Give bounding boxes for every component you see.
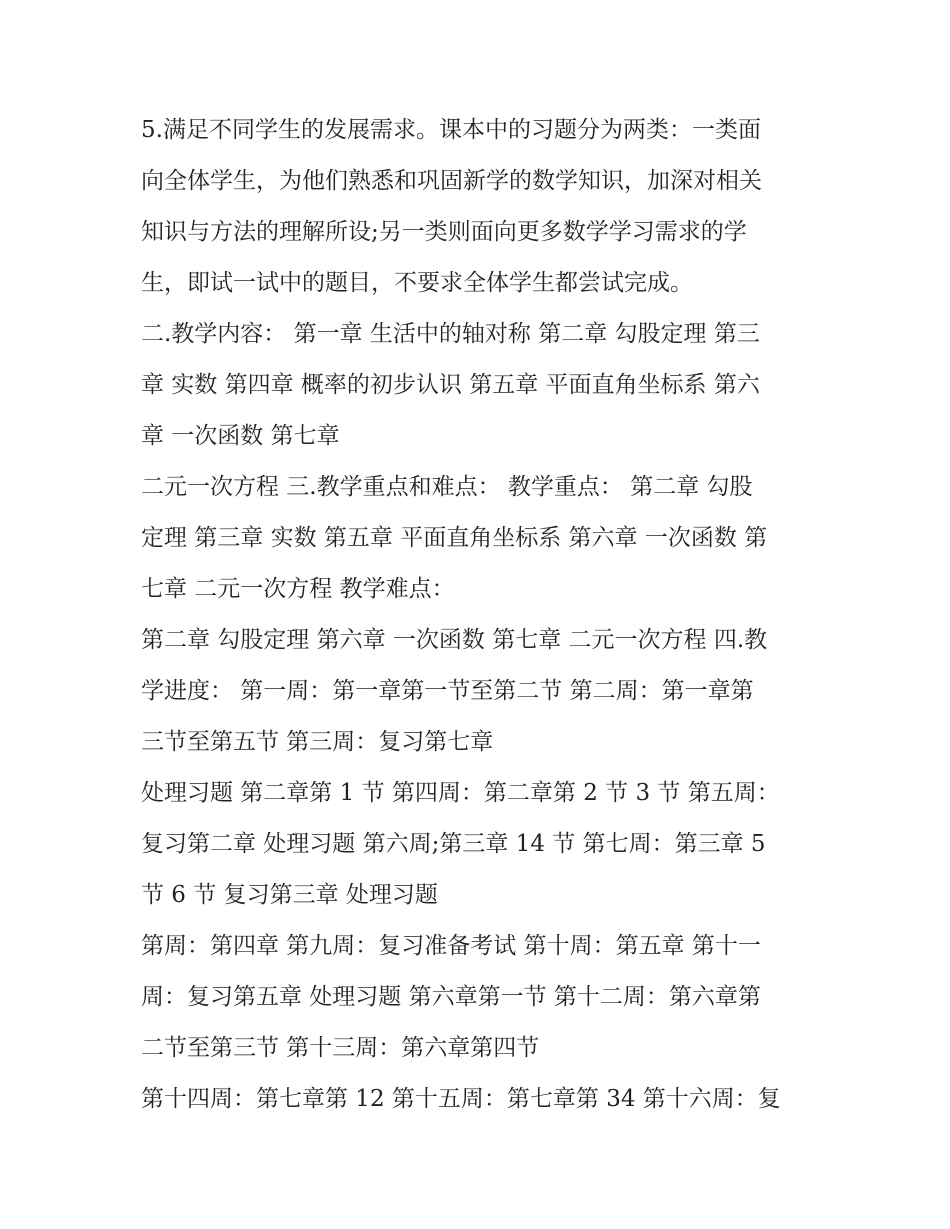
document-body [141, 105, 821, 1125]
text-line: 5.满足不同学生的发展需求。课本中的习题分为两类：一类面 [141, 117, 761, 143]
text-line: 二节至第三节 第十三周：第六章第四节 [141, 1035, 540, 1061]
text-line: 章 一次函数 第七章 [141, 423, 340, 449]
text-line: 七章 二元一次方程 教学难点： [141, 576, 455, 602]
text-line: 知识与方法的理解所设;另一类则面向更多数学学习需求的学 [141, 219, 747, 245]
text-line: 定理 第三章 实数 第五章 平面直角坐标系 第六章 一次函数 第 [141, 525, 768, 551]
text-line: 处理习题 第二章第 1 节 第四周：第二章第 2 节 3 节 第五周： [141, 780, 780, 806]
text-line: 复习第二章 处理习题 第六周;第三章 14 节 第七周：第三章 5 [141, 831, 766, 857]
text-line: 二.教学内容： 第一章 生活中的轴对称 第二章 勾股定理 第三 [141, 321, 760, 347]
text-line: 二元一次方程 三.教学重点和难点： 教学重点： 第二章 勾股 [141, 474, 753, 500]
text-line: 第周：第四章 第九周：复习准备考试 第十周：第五章 第十一 [141, 933, 761, 959]
text-line: 生，即试一试中的题目，不要求全体学生都尝试完成。 [141, 270, 693, 296]
text-line: 向全体学生，为他们熟悉和巩固新学的数学知识，加深对相关 [141, 168, 762, 194]
text-line: 第十四周：第七章第 12 第十五周：第七章第 34 第十六周：复 [141, 1086, 781, 1112]
text-line: 学进度： 第一周：第一章第一节至第二节 第二周：第一章第 [141, 678, 754, 704]
text-line: 三节至第五节 第三周：复习第七章 [141, 729, 494, 755]
text-line: 周：复习第五章 处理习题 第六章第一节 第十二周：第六章第 [141, 984, 761, 1010]
text-line: 章 实数 第四章 概率的初步认识 第五章 平面直角坐标系 第六 [141, 372, 760, 398]
text-line: 节 6 节 复习第三章 处理习题 [141, 882, 438, 908]
text-line: 第二章 勾股定理 第六章 一次函数 第七章 二元一次方程 四.教 [141, 627, 768, 653]
